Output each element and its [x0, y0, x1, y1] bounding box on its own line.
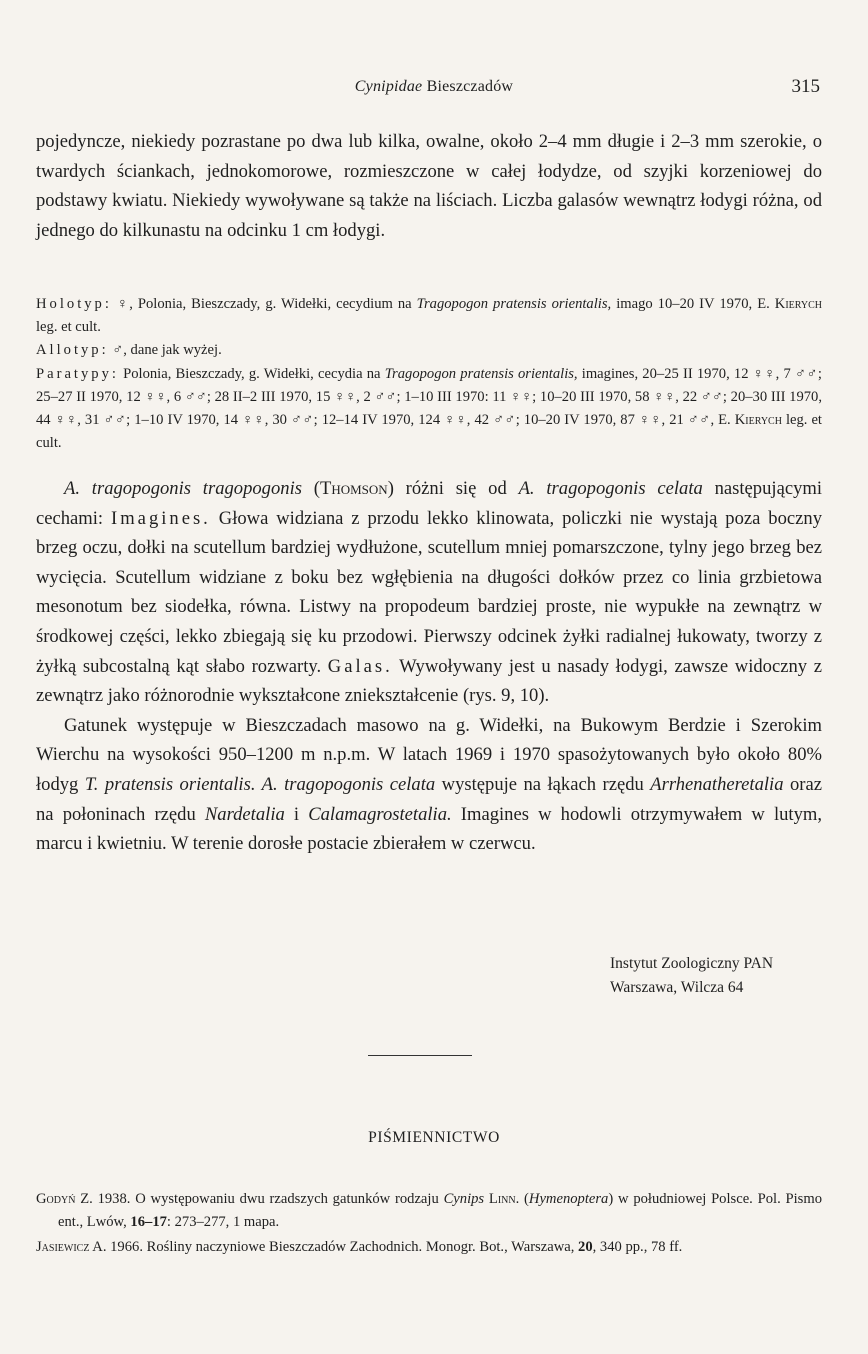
affiliation-address: Warszawa, Wilcza 64	[610, 979, 744, 996]
order-name: Arrhenatheretalia	[650, 773, 784, 795]
distribution-text: Gatunek występuje w Bieszczadach masowo na g. Widełki, na Bukowym Berdzie i Szerokim Wierchu na wysokości 950–1200 m n.p.m. W latach 1969 i 1970 spasożytowanych było około 80% łodyg	[36, 714, 822, 795]
reference-text-3: (	[519, 1191, 529, 1207]
holotype-text: ♀, Polonia, Bieszczady, g. Widełki, cecydium na	[111, 296, 417, 312]
holotype-collector: Kierych	[774, 296, 822, 312]
holotype-species: Tragopogon pratensis orientalis,	[416, 296, 612, 312]
running-head-family: Cynipidae	[354, 78, 423, 95]
paratype-entry	[36, 363, 822, 456]
diagnosis-text-4: Głowa widziana z przodu lekko klinowata, policzki nie wystają poza boczny brzeg oczu, dołki na scutellum bardziej wydłużone, scutellum mniej pomarszczone, tylny jego brzeg bez wycięcia. Scutellum widziane z boku bez wgłębienia na długości dołków przez co linia grzbietowa mesonotum bez siodełka, równa. Listwy na propodeum bardziej proste, nie wypukłe na zewnątrz w środkowej części, lekko zbiegają się ku przodowi. Pierwszy odcinek żyłki radialnej łukowaty, tworzy z żyłką subcostalną kąt słabo rozwarty.	[36, 507, 822, 677]
distribution-text-3: oraz na połoninach rzędu	[36, 773, 822, 825]
diagnosis-section	[36, 474, 822, 859]
affiliation	[610, 952, 773, 1000]
species-name: A. tragopogonis tragopogonis	[64, 478, 302, 499]
running-head-region: Bieszczadów	[422, 78, 514, 95]
reference-author: Godyń	[36, 1191, 76, 1207]
paragraph-galls-text: pojedyncze, niekiedy pozrastane po dwa lub kilka, owalne, około 2–4 mm długie i 2–3 mm szerokie, o twardych ściankach, jednokomorowe, rozmieszczone w całej łodydze, od szyjki korzeniowej do podstawy kwiatu. Niekiedy wywoływane są także na liściach. Liczba galasów wewnątrz łodygi różna, od jednego do kilkunastu na odcinku 1 cm łodygi.	[36, 131, 822, 241]
reference-text-5: : 273–277, 1 mapa.	[166, 1214, 280, 1230]
allotype-label: Allotyp:	[36, 342, 109, 359]
paragraph-galls	[36, 127, 822, 245]
paratype-text: Polonia, Bieszczady, g. Widełki, cecydia na	[118, 365, 385, 382]
page-number: 315	[791, 76, 820, 97]
paratype-text-3: leg. et cult.	[36, 412, 822, 452]
galas-heading: Galas.	[327, 655, 393, 677]
section-divider	[368, 1055, 472, 1056]
holotype-text-2: imago 10–20 IV 1970, E.	[611, 296, 775, 312]
paratype-species: Tragopogon pratensis orientalis,	[384, 365, 578, 382]
distribution-text-5: Imagines w hodowli otrzymywałem w lutym, marcu i kwietniu. W terenie dorosłe postacie zbierałem w czerwcu.	[36, 803, 823, 855]
references-list	[36, 1188, 822, 1261]
species-names: T. pratensis orientalis. A. tragopogonis celata	[84, 773, 436, 795]
diagnosis-text-2: ) różni się od	[387, 478, 519, 499]
reference-text-2: , 340 pp., 78 ff.	[592, 1239, 683, 1255]
reference-authority: Linn.	[488, 1191, 520, 1207]
species-name-2: A. tragopogonis celata	[518, 478, 703, 499]
reference-item	[36, 1236, 822, 1259]
paragraph-diagnosis	[36, 474, 822, 711]
reference-order: Hymenoptera	[528, 1191, 609, 1207]
holotype-label: Holotyp:	[36, 296, 112, 312]
reference-volume: 16–17	[130, 1214, 167, 1230]
imagines-heading: Imagines.	[111, 507, 211, 529]
reference-text: Z. 1938. O występowaniu dwu rzadszych gatunków rodzaju	[75, 1191, 444, 1207]
running-head	[0, 78, 868, 96]
allotype-entry	[36, 339, 822, 362]
diagnosis-text-3: następującymi cechami:	[36, 478, 822, 529]
affiliation-institution: Instytut Zoologiczny PAN	[610, 955, 774, 972]
order-name-3: Calamagrostetalia.	[308, 803, 452, 825]
paragraph-distribution	[36, 711, 822, 859]
paratype-collector: Kierych	[734, 412, 782, 429]
diagnosis-text: (	[301, 478, 320, 499]
reference-item	[36, 1188, 822, 1234]
distribution-text-4: i	[284, 803, 309, 825]
references-heading: PIŚMIENNICTWO	[368, 1129, 500, 1146]
holotype-entry	[36, 293, 822, 339]
reference-genus: Cynips	[443, 1191, 485, 1207]
allotype-text: ♂, dane jak wyżej.	[108, 342, 222, 359]
distribution-text-2: występuje na łąkach rzędu	[435, 773, 651, 795]
author-name: Thomson	[319, 478, 388, 499]
paratype-text-2: imagines, 20–25 II 1970, 12 ♀♀, 7 ♂♂; 25–27 II 1970, 12 ♀♀, 6 ♂♂; 28 II–2 III 1970, 15 ♀♀, 2 ♂♂; 1–10 III 1970: 11 ♀♀; 10–20 III 1970, 58 ♀♀, 22 ♂♂; 20–30 III 1970, 44 ♀♀, 31 ♂♂; 1–10 IV 1970, 14 ♀♀, 30 ♂♂; 12–14 IV 1970, 124 ♀♀, 42 ♂♂; 10–20 IV 1970, 87 ♀♀, 21 ♂♂, E.	[36, 365, 822, 429]
diagnosis-text-5: Wywoływany jest u nasady łodygi, zawsze widoczny z zewnątrz jako różnorodnie wykształcone zniekształcenie (rys. 9, 10).	[36, 655, 822, 707]
reference-text-4: ) w południowej Polsce. Pol. Pismo ent., Lwów,	[58, 1191, 823, 1230]
holotype-text-3: leg. et cult.	[36, 319, 101, 336]
reference-volume: 20	[578, 1239, 593, 1255]
type-material	[36, 293, 822, 455]
reference-text: A. 1966. Rośliny naczyniowe Bieszczadów Zachodnich. Monogr. Bot., Warszawa,	[89, 1239, 579, 1255]
paratype-label: Paratypy:	[36, 365, 119, 382]
reference-author: Jasiewicz	[36, 1239, 90, 1255]
order-name-2: Nardetalia	[204, 803, 285, 825]
